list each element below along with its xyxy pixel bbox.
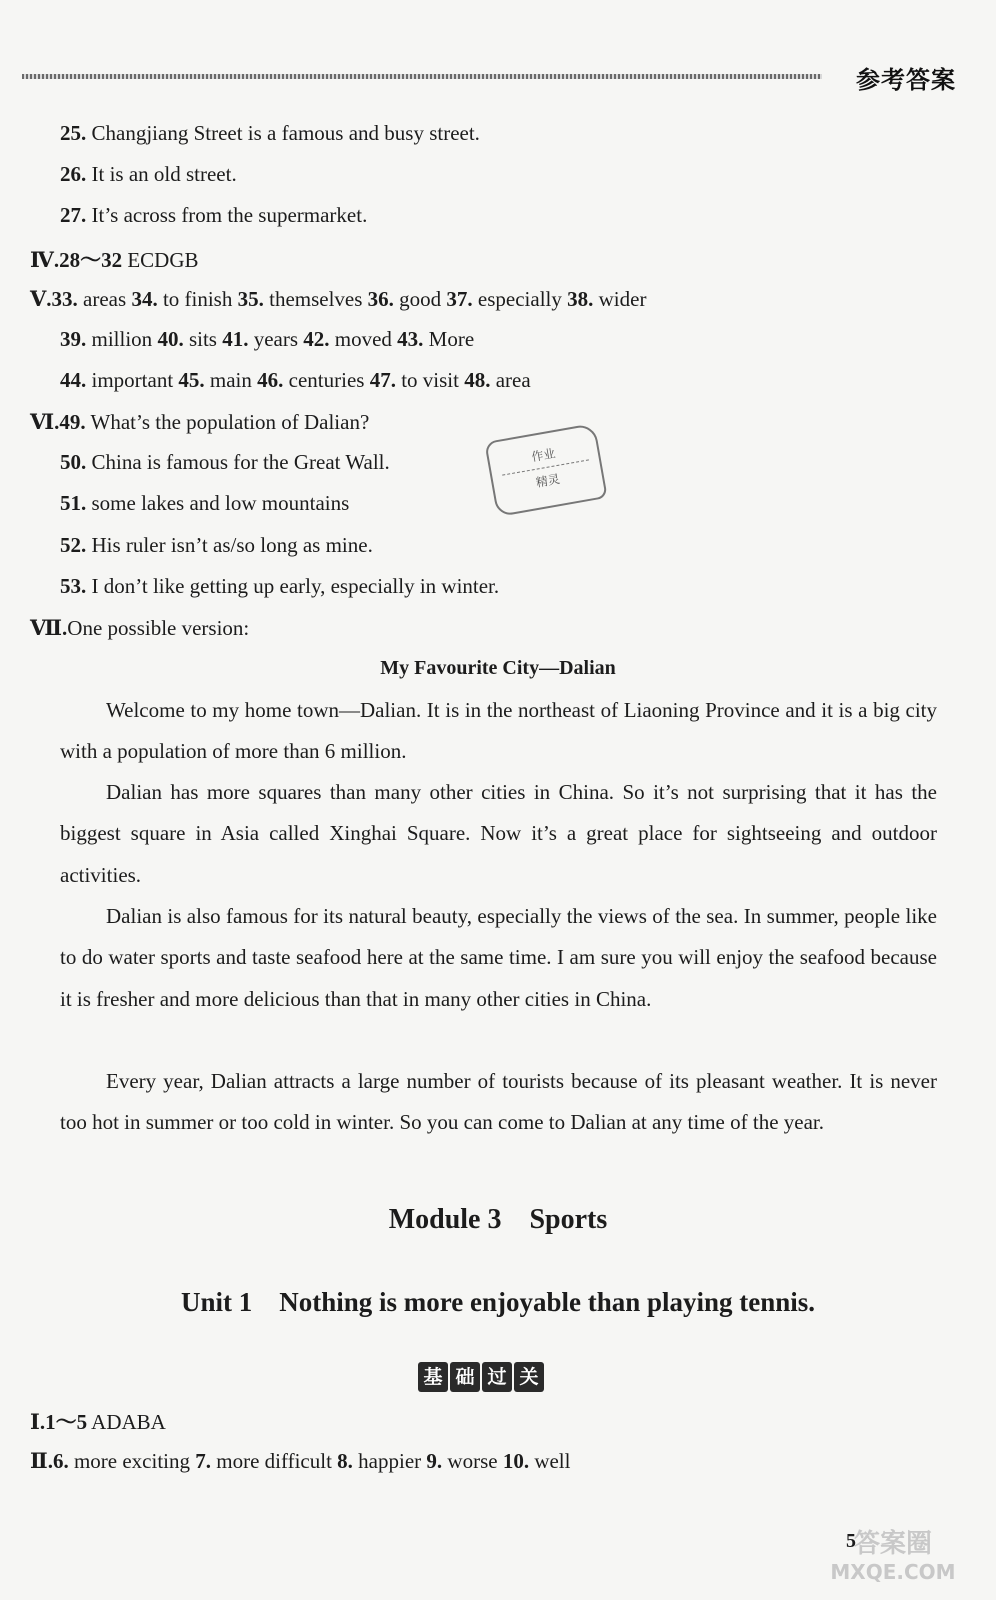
answer-number: 46. — [257, 368, 284, 392]
section-5-numeral: Ⅴ. — [30, 287, 52, 311]
answer-text: It is an old street. — [86, 162, 237, 186]
answer-number: 33. — [51, 287, 78, 311]
answer-number: 37. — [446, 287, 473, 311]
answer-text: It’s across from the supermarket. — [86, 203, 368, 227]
badge-char: 过 — [482, 1362, 512, 1392]
section-1-answer: ADABA — [87, 1410, 166, 1434]
section-6-numeral: Ⅵ. — [30, 410, 60, 434]
answer-text: His ruler isn’t as/so long as mine. — [86, 533, 373, 557]
answer-number: 27. — [60, 203, 87, 227]
section-2-numeral: Ⅱ. — [30, 1449, 53, 1473]
answer-number: 41. — [222, 327, 249, 351]
basics-badge — [418, 1362, 544, 1392]
section-4-numeral: Ⅳ. — [30, 248, 60, 272]
answer-text: good — [393, 287, 447, 311]
answer-text: million — [86, 327, 158, 351]
answer-number: 47. — [369, 368, 396, 392]
answer-text: moved — [329, 327, 398, 351]
answer-number: 26. — [60, 162, 87, 186]
answer-number: 53. — [60, 574, 87, 598]
answer-text: What’s the population of Dalian? — [85, 410, 370, 434]
section-6-item-52 — [60, 533, 373, 558]
answer-text: more difficult — [211, 1449, 338, 1473]
answer-number: 8. — [337, 1449, 353, 1473]
answer-number: 38. — [567, 287, 594, 311]
answer-text: to finish — [157, 287, 238, 311]
answer-text: years — [248, 327, 304, 351]
section-6-item-53 — [60, 574, 499, 599]
answer-number: 40. — [157, 327, 184, 351]
answer-text: wider — [593, 287, 647, 311]
essay-paragraph-2: Dalian has more squares than many other cities in China. So it’s not surprising that it has the biggest square in Asia called Xinghai Square. Now it’s a great place for sightseeing and outdoor activities. — [60, 780, 937, 887]
watermark — [818, 1530, 968, 1592]
page-number: 5 — [846, 1530, 856, 1552]
answer-text: main — [204, 368, 258, 392]
section-1-range: 1～5 — [45, 1410, 88, 1434]
section-7-intro — [30, 615, 249, 641]
header-title: 参考答案 — [856, 66, 956, 94]
header-rule — [22, 74, 822, 79]
answer-text: themselves — [263, 287, 368, 311]
essay-paragraph-3: Dalian is also famous for its natural beauty, especially the views of the sea. In summer, people like to do water sports and taste seafood here at the same time. I am sure you will enjoy the seafood because it is fresher and more delicious than that in many other cities in China. — [60, 904, 937, 1011]
answer-text: important — [86, 368, 179, 392]
answer-text: Changjiang Street is a famous and busy street. — [86, 121, 480, 145]
section-4 — [30, 244, 199, 274]
answer-number: 9. — [426, 1449, 443, 1473]
section-6-item-50 — [60, 450, 390, 475]
answer-number: 25. — [60, 121, 87, 145]
answer-text: sits — [183, 327, 223, 351]
answer-text: area — [490, 368, 531, 392]
answer-text: worse — [442, 1449, 503, 1473]
section-1 — [30, 1406, 166, 1436]
section-5-row-3 — [60, 368, 531, 393]
answer-number: 34. — [131, 287, 158, 311]
section-4-range: 28～32 — [59, 248, 123, 272]
answer-text: some lakes and low mountains — [86, 491, 350, 515]
section-6-item-49 — [30, 409, 369, 435]
answer-number: 42. — [303, 327, 330, 351]
answer-number: 35. — [237, 287, 264, 311]
answer-number: 44. — [60, 368, 87, 392]
section-6-item-51 — [60, 491, 349, 516]
watermark-line-1: 答案圈 — [853, 1529, 932, 1559]
answer-number: 36. — [367, 287, 394, 311]
stamp-top-text: 作业 — [530, 446, 557, 465]
unit-title: Unit 1 Nothing is more enjoyable than playing tennis. — [180, 1287, 816, 1317]
answer-number: 45. — [178, 368, 205, 392]
answer-text: centuries — [283, 368, 370, 392]
answer-line-27 — [60, 203, 367, 228]
essay-title: My Favourite City—Dalian — [380, 657, 616, 679]
answer-number: 50. — [60, 450, 87, 474]
answer-text: well — [529, 1449, 571, 1473]
stamp-bottom-text: 精灵 — [534, 471, 561, 490]
answer-text: I don’t like getting up early, especially in winter. — [86, 574, 500, 598]
answer-number: 6. — [52, 1449, 69, 1473]
essay-paragraph-4: Every year, Dalian attracts a large number of tourists because of its pleasant weather. It is never too hot in summer or too cold in winter. So you can come to Dalian at any time of the year. — [60, 1069, 937, 1135]
module-title: Module 3 Sports — [388, 1204, 608, 1235]
badge-char: 基 — [418, 1362, 448, 1392]
section-7-intro-text: One possible version: — [67, 616, 250, 640]
badge-char: 关 — [514, 1362, 544, 1392]
answer-text: China is famous for the Great Wall. — [86, 450, 390, 474]
answer-text: more exciting — [68, 1449, 196, 1473]
answer-line-25 — [60, 121, 480, 146]
section-2 — [30, 1448, 570, 1474]
watermark-line-2: MXQE.COM — [830, 1560, 956, 1584]
answer-number: 43. — [397, 327, 424, 351]
section-5-row-2 — [60, 327, 474, 352]
answer-number: 7. — [195, 1449, 211, 1473]
answer-text: More — [423, 327, 475, 351]
answer-number: 39. — [60, 327, 87, 351]
essay-paragraph-1: Welcome to my home town—Dalian. It is in the northeast of Liaoning Province and it is a big city with a population of more than 6 million. — [60, 698, 937, 764]
section-1-numeral: Ⅰ. — [30, 1410, 46, 1434]
answer-number: 10. — [502, 1449, 530, 1473]
answer-number: 49. — [59, 410, 86, 434]
stamp-seal — [484, 423, 607, 517]
badge-char: 础 — [450, 1362, 480, 1392]
answer-number: 51. — [60, 491, 87, 515]
section-5-row-1 — [30, 286, 646, 312]
answer-line-26 — [60, 162, 237, 187]
answer-text: areas — [77, 287, 132, 311]
answer-text: to visit — [395, 368, 465, 392]
answer-text: especially — [472, 287, 568, 311]
answer-text: happier — [352, 1449, 427, 1473]
answer-number: 52. — [60, 533, 87, 557]
section-4-answer: ECDGB — [122, 248, 199, 272]
answer-number: 48. — [464, 368, 491, 392]
section-7-numeral: Ⅶ. — [30, 616, 68, 640]
